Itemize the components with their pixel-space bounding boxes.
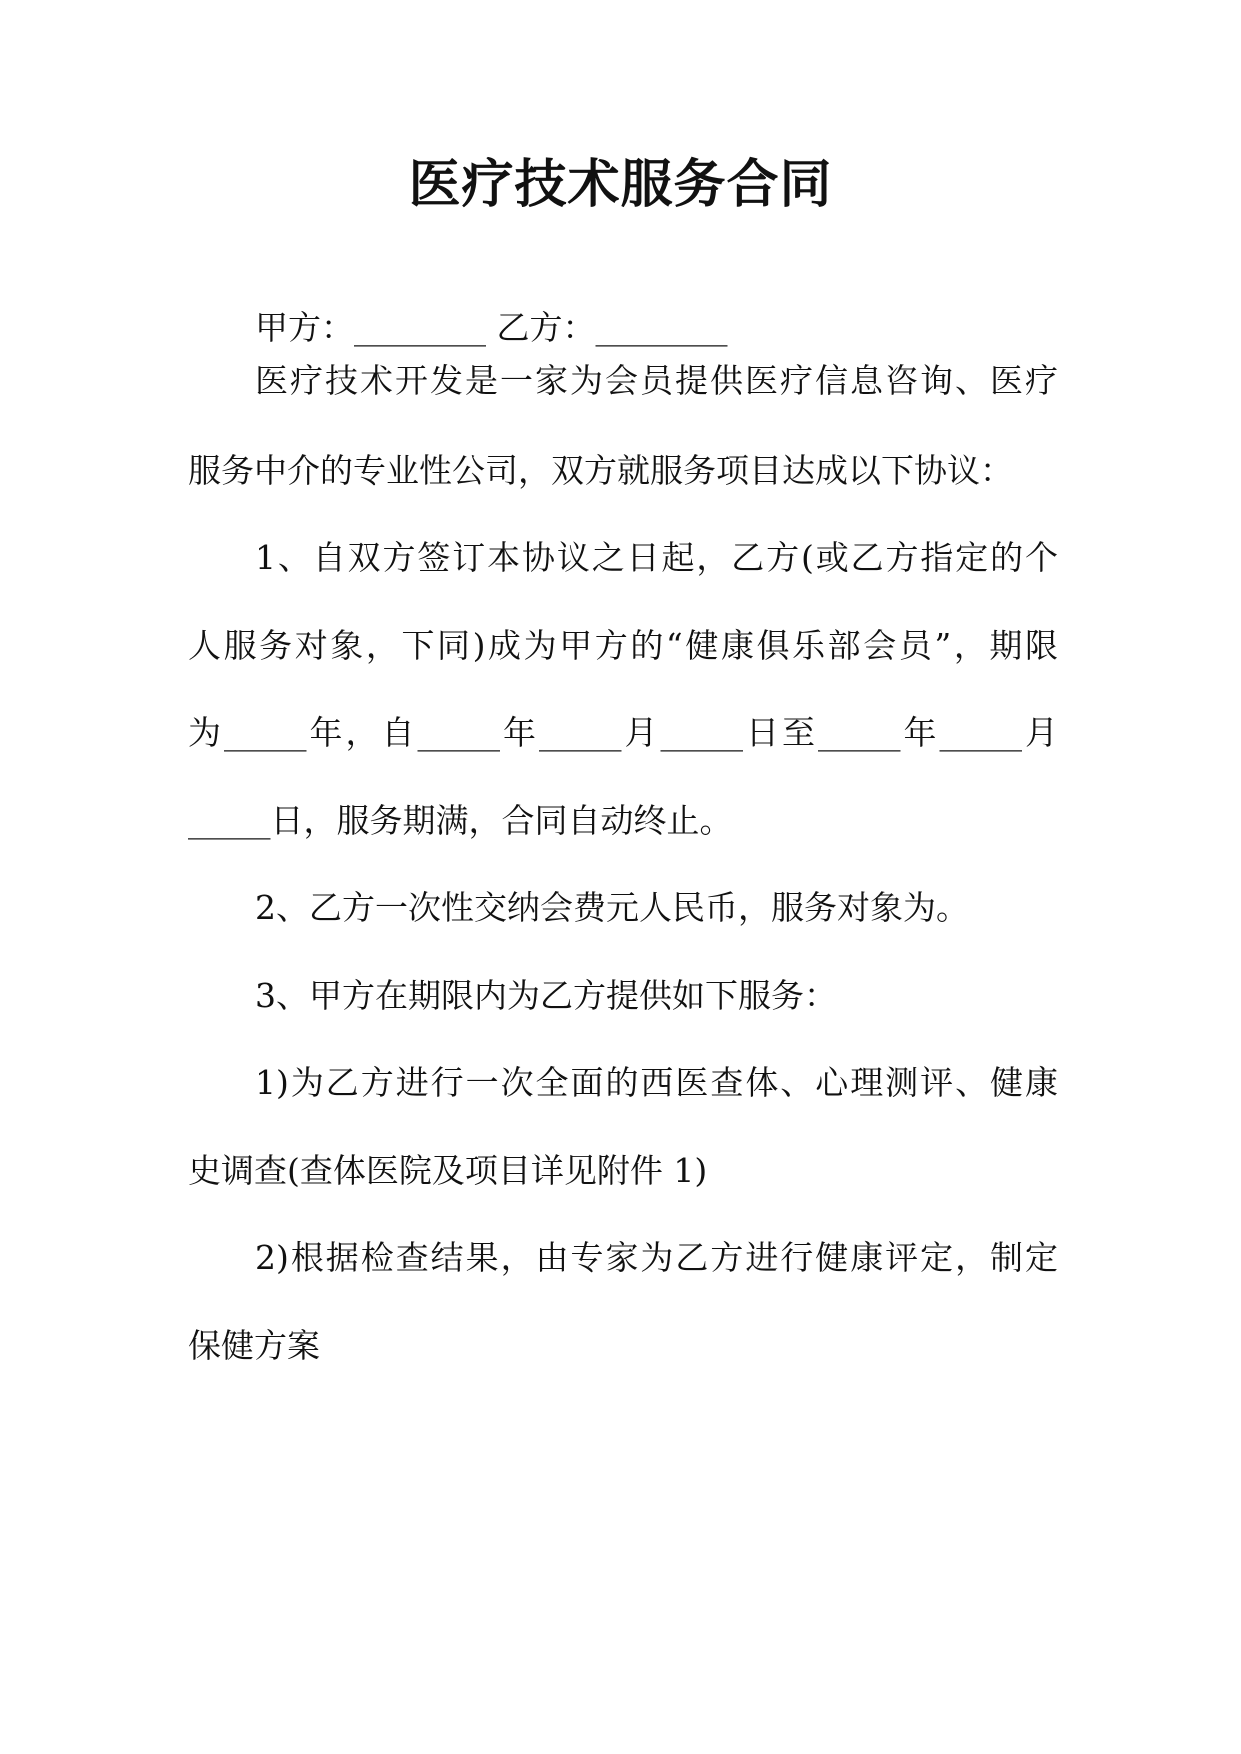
- paragraph-line: 2、乙方一次性交纳会费元人民币，服务对象为。: [255, 888, 969, 927]
- paragraph-line: 3、甲方在期限内为乙方提供如下服务：: [255, 976, 837, 1015]
- paragraph-line: _____日，服务期满，合同自动终止。: [188, 801, 733, 840]
- paragraph-line: 为_____年，自_____年_____月_____日至_____年_____月: [188, 713, 1058, 752]
- paragraph-line: 1、自双方签订本协议之日起，乙方(或乙方指定的个: [255, 538, 1058, 577]
- paragraph-line: 人服务对象，下同)成为甲方的“健康俱乐部会员”，期限: [188, 626, 1058, 665]
- paragraph-line: 保健方案: [188, 1326, 320, 1365]
- paragraph-line: 史调查(查体医院及项目详见附件 1): [188, 1151, 708, 1190]
- parties-line: 甲方：________ 乙方：________: [255, 308, 728, 347]
- paragraph-line: 服务中介的专业性公司，双方就服务项目达成以下协议：: [188, 451, 1013, 490]
- paragraph-line: 医疗技术开发是一家为会员提供医疗信息咨询、医疗: [255, 361, 1058, 400]
- document-title: 医疗技术服务合同: [408, 155, 833, 215]
- paragraph-line: 2)根据检查结果，由专家为乙方进行健康评定，制定: [255, 1238, 1058, 1277]
- paragraph-line: 1)为乙方进行一次全面的西医查体、心理测评、健康: [255, 1063, 1058, 1102]
